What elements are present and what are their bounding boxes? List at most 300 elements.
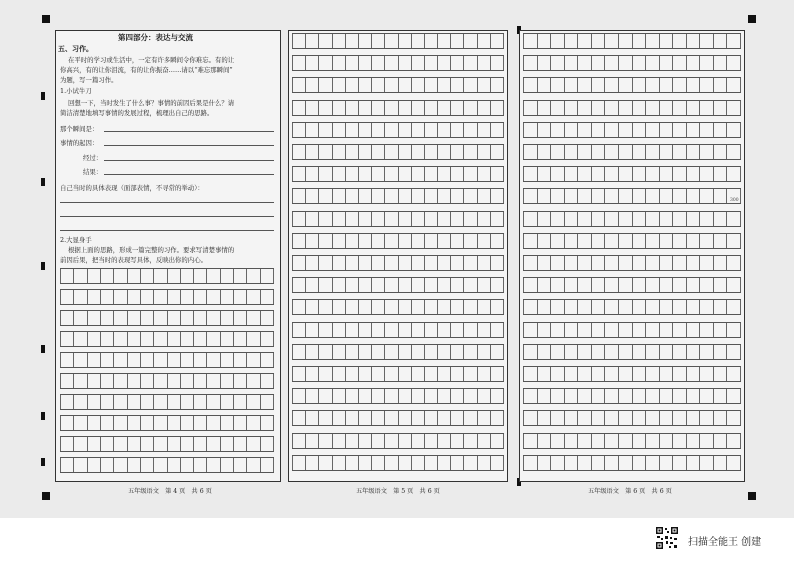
grid-cell[interactable] [88, 416, 101, 430]
grid-cell[interactable] [565, 78, 579, 92]
grid-cell[interactable] [207, 353, 220, 367]
grid-cell[interactable] [660, 101, 674, 115]
grid-cell[interactable] [714, 434, 728, 448]
grid-cell[interactable] [478, 234, 491, 248]
grid-cell[interactable] [565, 101, 579, 115]
grid-cell[interactable] [523, 189, 538, 203]
grid-cell[interactable] [292, 123, 306, 137]
grid-cell[interactable] [292, 78, 306, 92]
grid-cell[interactable] [221, 290, 234, 304]
grid-cell[interactable] [619, 345, 633, 359]
grid-cell[interactable] [247, 353, 260, 367]
grid-cell[interactable] [619, 300, 633, 314]
grid-cell[interactable] [551, 189, 565, 203]
grid-cell[interactable] [247, 269, 260, 283]
grid-cell[interactable] [333, 167, 346, 181]
grid-cell[interactable] [333, 345, 346, 359]
grid-cell[interactable] [478, 456, 491, 470]
grid-cell[interactable] [372, 456, 385, 470]
grid-cell[interactable] [464, 389, 477, 403]
grid-cell[interactable] [207, 290, 220, 304]
grid-cell[interactable] [168, 458, 181, 472]
grid-cell[interactable] [551, 323, 565, 337]
grid-cell[interactable] [261, 290, 274, 304]
grid-cell[interactable] [88, 332, 101, 346]
grid-cell[interactable] [673, 167, 687, 181]
grid-cell[interactable] [319, 323, 332, 337]
grid-cell[interactable] [319, 389, 332, 403]
grid-cell[interactable] [128, 395, 141, 409]
grid-cell[interactable] [319, 34, 332, 48]
grid-cell[interactable] [372, 78, 385, 92]
grid-cell[interactable] [346, 167, 359, 181]
grid-cell[interactable] [194, 353, 207, 367]
grid-cell[interactable] [523, 145, 538, 159]
grid-cell[interactable] [592, 256, 606, 270]
grid-cell[interactable] [633, 167, 647, 181]
grid-cell[interactable] [687, 411, 701, 425]
grid-cell[interactable] [451, 300, 464, 314]
grid-cell[interactable] [438, 123, 451, 137]
grid-cell[interactable] [491, 278, 504, 292]
grid-cell[interactable] [412, 234, 425, 248]
grid-cell[interactable] [565, 300, 579, 314]
grid-cell[interactable] [592, 189, 606, 203]
grid-cell[interactable] [319, 101, 332, 115]
grid-cell[interactable] [605, 367, 619, 381]
grid-cell[interactable] [592, 101, 606, 115]
grid-cell[interactable] [714, 323, 728, 337]
grid-cell[interactable] [687, 278, 701, 292]
grid-cell[interactable] [619, 411, 633, 425]
grid-cell[interactable] [319, 123, 332, 137]
grid-cell[interactable] [346, 345, 359, 359]
grid-cell[interactable] [60, 269, 74, 283]
grid-cell[interactable] [261, 437, 274, 451]
grid-cell[interactable] [687, 78, 701, 92]
grid-cell[interactable] [333, 323, 346, 337]
grid-cell[interactable] [412, 101, 425, 115]
grid-cell[interactable] [359, 323, 372, 337]
grid-cell[interactable] [551, 78, 565, 92]
grid-cell[interactable] [101, 290, 114, 304]
grid-cell[interactable] [464, 34, 477, 48]
grid-cell[interactable] [633, 212, 647, 226]
grid-cell[interactable] [673, 123, 687, 137]
grid-cell[interactable] [491, 56, 504, 70]
grid-cell[interactable] [464, 345, 477, 359]
grid-cell[interactable] [538, 34, 552, 48]
grid-cell[interactable] [523, 367, 538, 381]
grid-cell[interactable] [168, 353, 181, 367]
grid-cell[interactable] [319, 234, 332, 248]
grid-cell[interactable] [646, 56, 660, 70]
grid-cell[interactable] [399, 456, 412, 470]
grid-cell[interactable] [619, 278, 633, 292]
grid-cell[interactable] [141, 311, 154, 325]
grid-cell[interactable] [673, 189, 687, 203]
grid-cell[interactable] [687, 256, 701, 270]
grid-cell[interactable] [319, 345, 332, 359]
grid-cell[interactable] [385, 189, 398, 203]
grid-cell[interactable] [385, 345, 398, 359]
grid-cell[interactable] [478, 212, 491, 226]
grid-cell[interactable] [727, 101, 741, 115]
grid-cell[interactable] [727, 434, 741, 448]
grid-cell[interactable] [74, 353, 87, 367]
grid-cell[interactable] [714, 278, 728, 292]
grid-cell[interactable] [619, 123, 633, 137]
grid-cell[interactable] [319, 212, 332, 226]
grid-cell[interactable] [451, 345, 464, 359]
grid-cell[interactable] [660, 434, 674, 448]
grid-cell[interactable] [660, 123, 674, 137]
grid-cell[interactable] [551, 256, 565, 270]
grid-cell[interactable] [633, 389, 647, 403]
grid-cell[interactable] [60, 437, 74, 451]
grid-cell[interactable] [168, 290, 181, 304]
grid-cell[interactable] [346, 456, 359, 470]
grid-cell[interactable] [261, 458, 274, 472]
grid-cell[interactable] [88, 395, 101, 409]
grid-cell[interactable] [207, 269, 220, 283]
grid-cell[interactable] [74, 437, 87, 451]
grid-cell[interactable] [399, 345, 412, 359]
grid-cell[interactable] [385, 78, 398, 92]
grid-cell[interactable] [565, 278, 579, 292]
grid-cell[interactable] [538, 389, 552, 403]
field-line-result[interactable] [104, 174, 274, 175]
grid-cell[interactable] [438, 34, 451, 48]
grid-cell[interactable] [478, 78, 491, 92]
grid-cell[interactable] [727, 456, 741, 470]
grid-cell[interactable] [451, 145, 464, 159]
grid-cell[interactable] [646, 145, 660, 159]
grid-cell[interactable] [234, 395, 247, 409]
grid-cell[interactable] [660, 189, 674, 203]
grid-cell[interactable] [128, 437, 141, 451]
grid-cell[interactable] [141, 416, 154, 430]
grid-cell[interactable] [673, 345, 687, 359]
grid-cell[interactable] [114, 290, 127, 304]
grid-cell[interactable] [700, 300, 714, 314]
grid-cell[interactable] [673, 278, 687, 292]
grid-cell[interactable] [261, 311, 274, 325]
grid-cell[interactable] [292, 145, 306, 159]
grid-cell[interactable] [646, 34, 660, 48]
grid-cell[interactable] [538, 434, 552, 448]
grid-cell[interactable] [700, 367, 714, 381]
grid-cell[interactable] [714, 456, 728, 470]
grid-cell[interactable] [605, 389, 619, 403]
grid-cell[interactable] [451, 34, 464, 48]
grid-cell[interactable] [359, 234, 372, 248]
grid-cell[interactable] [359, 78, 372, 92]
grid-cell[interactable] [412, 345, 425, 359]
grid-cell[interactable] [551, 456, 565, 470]
grid-cell[interactable] [646, 256, 660, 270]
grid-cell[interactable] [346, 434, 359, 448]
grid-cell[interactable] [592, 78, 606, 92]
grid-cell[interactable] [292, 323, 306, 337]
grid-cell[interactable] [333, 389, 346, 403]
grid-cell[interactable] [221, 395, 234, 409]
grid-cell[interactable] [181, 374, 194, 388]
grid-cell[interactable] [359, 389, 372, 403]
grid-cell[interactable] [605, 278, 619, 292]
grid-cell[interactable] [247, 332, 260, 346]
grid-cell[interactable] [359, 456, 372, 470]
grid-cell[interactable] [292, 345, 306, 359]
grid-cell[interactable] [673, 234, 687, 248]
grid-cell[interactable] [319, 78, 332, 92]
grid-cell[interactable] [385, 411, 398, 425]
grid-cell[interactable] [673, 389, 687, 403]
grid-cell[interactable] [333, 212, 346, 226]
grid-cell[interactable] [412, 34, 425, 48]
grid-cell[interactable] [60, 332, 74, 346]
grid-cell[interactable] [221, 437, 234, 451]
grid-cell[interactable] [74, 311, 87, 325]
grid-cell[interactable] [565, 123, 579, 137]
grid-cell[interactable] [478, 367, 491, 381]
grid-cell[interactable] [491, 345, 504, 359]
grid-cell[interactable] [687, 367, 701, 381]
grid-cell[interactable] [619, 389, 633, 403]
grid-cell[interactable] [565, 345, 579, 359]
grid-cell[interactable] [451, 278, 464, 292]
grid-cell[interactable] [687, 300, 701, 314]
grid-cell[interactable] [673, 367, 687, 381]
grid-cell[interactable] [727, 278, 741, 292]
grid-cell[interactable] [306, 256, 319, 270]
grid-cell[interactable] [385, 434, 398, 448]
grid-cell[interactable] [372, 56, 385, 70]
grid-cell[interactable] [207, 374, 220, 388]
grid-cell[interactable] [247, 311, 260, 325]
grid-cell[interactable] [478, 434, 491, 448]
grid-cell[interactable] [385, 456, 398, 470]
grid-cell[interactable] [700, 278, 714, 292]
grid-cell[interactable] [425, 278, 438, 292]
grid-cell[interactable] [234, 374, 247, 388]
grid-cell[interactable] [425, 300, 438, 314]
grid-cell[interactable] [538, 234, 552, 248]
grid-cell[interactable] [687, 434, 701, 448]
grid-cell[interactable] [714, 389, 728, 403]
grid-cell[interactable] [523, 78, 538, 92]
grid-cell[interactable] [306, 78, 319, 92]
grid-cell[interactable] [438, 56, 451, 70]
grid-cell[interactable] [551, 234, 565, 248]
grid-cell[interactable] [592, 300, 606, 314]
grid-cell[interactable] [168, 311, 181, 325]
grid-cell[interactable] [412, 212, 425, 226]
grid-cell[interactable] [359, 167, 372, 181]
grid-cell[interactable] [412, 167, 425, 181]
grid-cell[interactable] [399, 300, 412, 314]
grid-cell[interactable] [292, 101, 306, 115]
grid-cell[interactable] [538, 300, 552, 314]
grid-cell[interactable] [565, 145, 579, 159]
grid-cell[interactable] [578, 323, 592, 337]
grid-cell[interactable] [646, 434, 660, 448]
grid-cell[interactable] [714, 101, 728, 115]
grid-cell[interactable] [60, 416, 74, 430]
grid-cell[interactable] [478, 145, 491, 159]
grid-cell[interactable] [592, 145, 606, 159]
grid-cell[interactable] [565, 434, 579, 448]
grid-cell[interactable] [319, 56, 332, 70]
grid-cell[interactable] [605, 78, 619, 92]
grid-cell[interactable] [464, 56, 477, 70]
grid-cell[interactable] [605, 167, 619, 181]
grid-cell[interactable] [101, 395, 114, 409]
grid-cell[interactable] [346, 389, 359, 403]
grid-cell[interactable] [451, 78, 464, 92]
grid-cell[interactable] [399, 411, 412, 425]
grid-cell[interactable] [605, 189, 619, 203]
grid-cell[interactable] [660, 167, 674, 181]
grid-cell[interactable] [727, 367, 741, 381]
grid-cell[interactable] [181, 311, 194, 325]
grid-cell[interactable] [438, 345, 451, 359]
grid-cell[interactable] [319, 167, 332, 181]
grid-cell[interactable] [700, 145, 714, 159]
grid-cell[interactable] [538, 212, 552, 226]
grid-cell[interactable] [438, 212, 451, 226]
grid-cell[interactable] [660, 212, 674, 226]
grid-cell[interactable] [565, 456, 579, 470]
grid-cell[interactable] [491, 323, 504, 337]
grid-cell[interactable] [700, 434, 714, 448]
grid-cell[interactable] [101, 269, 114, 283]
grid-cell[interactable] [592, 323, 606, 337]
grid-cell[interactable] [425, 345, 438, 359]
grid-cell[interactable] [491, 367, 504, 381]
grid-cell[interactable] [292, 389, 306, 403]
grid-cell[interactable] [619, 34, 633, 48]
grid-cell[interactable] [234, 353, 247, 367]
grid-cell[interactable] [333, 456, 346, 470]
grid-cell[interactable] [700, 256, 714, 270]
grid-cell[interactable] [523, 434, 538, 448]
grid-cell[interactable] [538, 123, 552, 137]
grid-cell[interactable] [523, 56, 538, 70]
grid-cell[interactable] [399, 389, 412, 403]
grid-cell[interactable] [385, 234, 398, 248]
grid-cell[interactable] [88, 290, 101, 304]
grid-cell[interactable] [194, 458, 207, 472]
grid-cell[interactable] [207, 416, 220, 430]
grid-cell[interactable] [438, 411, 451, 425]
grid-cell[interactable] [247, 458, 260, 472]
grid-cell[interactable] [114, 437, 127, 451]
grid-cell[interactable] [491, 300, 504, 314]
grid-cell[interactable] [464, 234, 477, 248]
grid-cell[interactable] [425, 434, 438, 448]
grid-cell[interactable] [194, 437, 207, 451]
grid-cell[interactable] [578, 34, 592, 48]
grid-cell[interactable] [714, 256, 728, 270]
grid-cell[interactable] [306, 389, 319, 403]
grid-cell[interactable] [592, 123, 606, 137]
grid-cell[interactable] [578, 345, 592, 359]
grid-cell[interactable] [101, 458, 114, 472]
grid-cell[interactable] [346, 300, 359, 314]
grid-cell[interactable] [425, 389, 438, 403]
grid-cell[interactable] [491, 123, 504, 137]
grid-cell[interactable] [619, 145, 633, 159]
grid-cell[interactable] [538, 256, 552, 270]
grid-cell[interactable] [687, 34, 701, 48]
grid-cell[interactable] [372, 167, 385, 181]
grid-cell[interactable] [101, 311, 114, 325]
grid-cell[interactable] [425, 56, 438, 70]
grid-cell[interactable] [660, 411, 674, 425]
grid-cell[interactable] [154, 269, 167, 283]
grid-cell[interactable] [425, 323, 438, 337]
grid-cell[interactable] [412, 389, 425, 403]
grid-cell[interactable] [114, 353, 127, 367]
grid-cell[interactable] [333, 434, 346, 448]
grid-cell[interactable] [551, 367, 565, 381]
grid-cell[interactable] [425, 34, 438, 48]
grid-cell[interactable] [673, 101, 687, 115]
grid-cell[interactable] [478, 411, 491, 425]
grid-cell[interactable] [700, 345, 714, 359]
grid-cell[interactable] [646, 101, 660, 115]
grid-cell[interactable] [727, 300, 741, 314]
grid-cell[interactable] [346, 189, 359, 203]
grid-cell[interactable] [346, 278, 359, 292]
grid-cell[interactable] [438, 323, 451, 337]
grid-cell[interactable] [425, 256, 438, 270]
grid-cell[interactable] [727, 56, 741, 70]
grid-cell[interactable] [359, 56, 372, 70]
grid-cell[interactable] [306, 56, 319, 70]
grid-cell[interactable] [700, 34, 714, 48]
grid-cell[interactable] [565, 256, 579, 270]
grid-cell[interactable] [578, 167, 592, 181]
grid-cell[interactable] [399, 167, 412, 181]
grid-cell[interactable] [207, 458, 220, 472]
grid-cell[interactable] [605, 256, 619, 270]
grid-cell[interactable] [438, 278, 451, 292]
grid-cell[interactable] [633, 367, 647, 381]
grid-cell[interactable] [306, 34, 319, 48]
grid-cell[interactable] [399, 256, 412, 270]
grid-cell[interactable] [646, 278, 660, 292]
grid-cell[interactable] [333, 367, 346, 381]
grid-cell[interactable] [333, 101, 346, 115]
grid-cell[interactable] [319, 434, 332, 448]
grid-cell[interactable] [714, 300, 728, 314]
grid-cell[interactable] [660, 234, 674, 248]
grid-cell[interactable] [168, 437, 181, 451]
grid-cell[interactable] [438, 456, 451, 470]
grid-cell[interactable] [385, 34, 398, 48]
grid-cell[interactable] [128, 458, 141, 472]
grid-cell[interactable] [101, 332, 114, 346]
field-line-process[interactable] [104, 160, 274, 161]
grid-cell[interactable] [234, 458, 247, 472]
grid-cell[interactable] [565, 212, 579, 226]
grid-cell[interactable] [687, 234, 701, 248]
grid-cell[interactable] [261, 416, 274, 430]
grid-cell[interactable] [319, 367, 332, 381]
grid-cell[interactable] [538, 101, 552, 115]
